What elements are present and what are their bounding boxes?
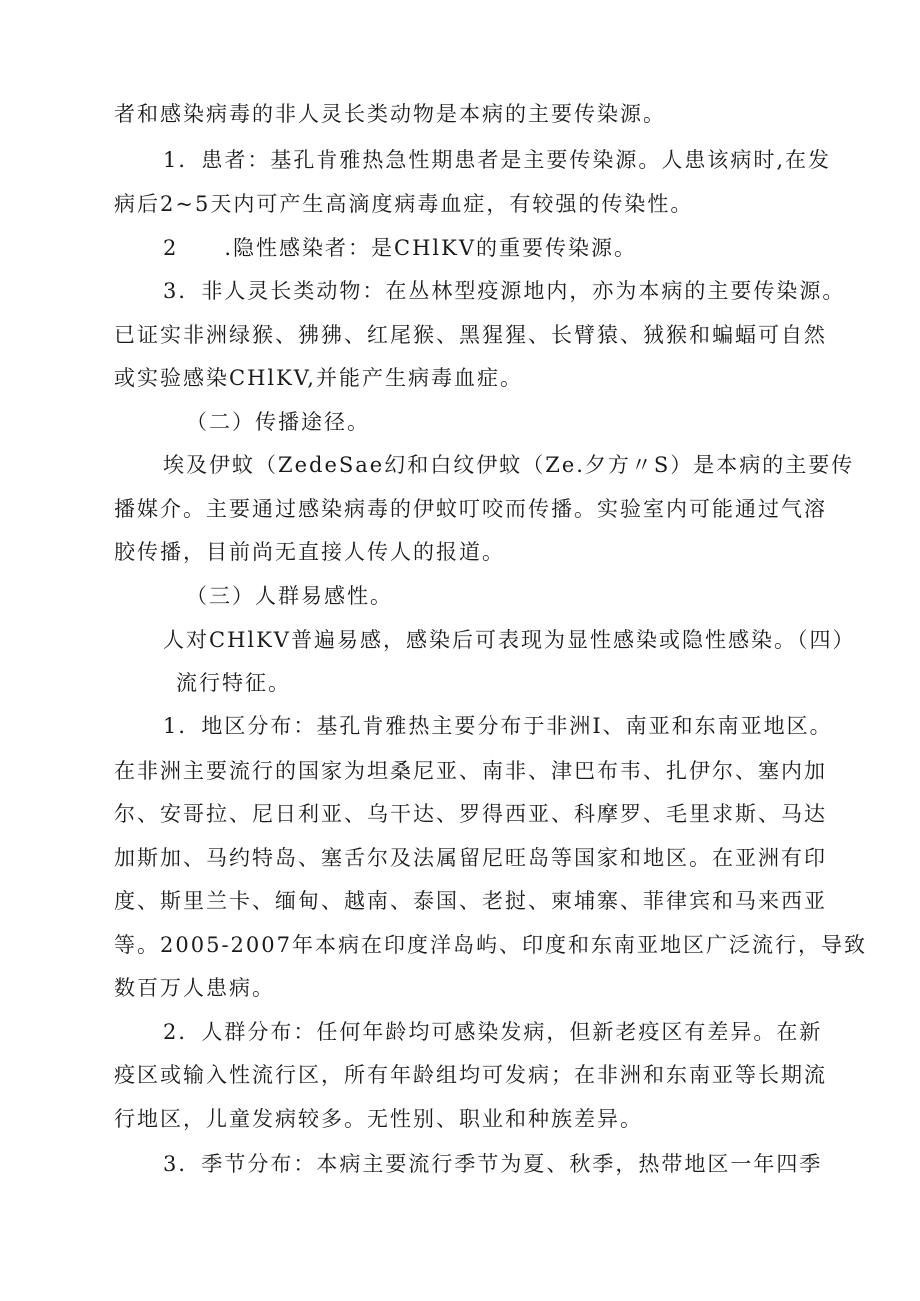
section-heading: （三）人群易感性。 [186, 584, 393, 608]
text-line: 胶传播，目前尚无直接人传人的报道。 [114, 540, 505, 564]
text-line: 播媒介。主要通过感染病毒的伊蚊叮咬而传播。实验室内可能通过气溶 [114, 497, 827, 521]
text-line: 2．人群分布：任何年龄均可感染发病，但新老疫区有差异。在新 [163, 1020, 823, 1044]
text-line: 病后2~5天内可产生高滴度病毒血症，有较强的传染性。 [114, 192, 694, 216]
section-heading: （二）传播途径。 [186, 410, 370, 434]
text-line: 3．非人灵长类动物：在丛林型疫源地内，亦为本病的主要传染源。 [163, 279, 846, 303]
text-line: 1．患者：基孔肯雅热急性期患者是主要传染源。人患该病时,在发 [163, 148, 832, 172]
text-line: 2 .隐性感染者：是CHlKV的重要传染源。 [163, 236, 637, 260]
text-line: 者和感染病毒的非人灵长类动物是本病的主要传染源。 [114, 102, 666, 126]
text-line: 埃及伊蚊（ZedeSae幻和白纹伊蚊（Ze.夕方〃S）是本病的主要传 [163, 453, 855, 477]
text-line: 等。2005-2007年本病在印度洋岛屿、印度和东南亚地区广泛流行，导致 [114, 933, 867, 957]
section-heading: 流行特征。 [176, 671, 291, 695]
text-line: 行地区，儿童发病较多。无性别、职业和种族差异。 [114, 1107, 643, 1131]
text-line: 尔、安哥拉、尼日利亚、乌干达、罗得西亚、科摩罗、毛里求斯、马达 [114, 802, 827, 826]
text-line: 人对CHlKV普遍易感，感染后可表现为显性感染或隐性感染。（四） [163, 628, 856, 652]
text-line: 疫区或输入性流行区，所有年龄组均可发病；在非洲和东南亚等长期流 [114, 1063, 827, 1087]
text-line: 已证实非洲绿猴、狒狒、红尾猴、黑猩猩、长臂猿、狨猴和蝙蝠可自然 [114, 323, 827, 347]
text-line: 度、斯里兰卡、缅甸、越南、泰国、老挝、柬埔寨、菲律宾和马来西亚 [114, 889, 827, 913]
text-line: 1．地区分布：基孔肯雅热主要分布于非洲I、南亚和东南亚地区。 [163, 714, 833, 738]
text-line: 或实验感染CHlKV,并能产生病毒血症。 [114, 366, 523, 390]
text-line: 3．季节分布：本病主要流行季节为夏、秋季，热带地区一年四季 [163, 1152, 823, 1176]
text-line: 在非洲主要流行的国家为坦桑尼亚、南非、津巴布韦、扎伊尔、塞内加 [114, 759, 827, 783]
text-line: 加斯加、马约特岛、塞舌尔及法属留尼旺岛等国家和地区。在亚洲有印 [114, 846, 827, 870]
text-line: 数百万人患病。 [114, 976, 275, 1000]
